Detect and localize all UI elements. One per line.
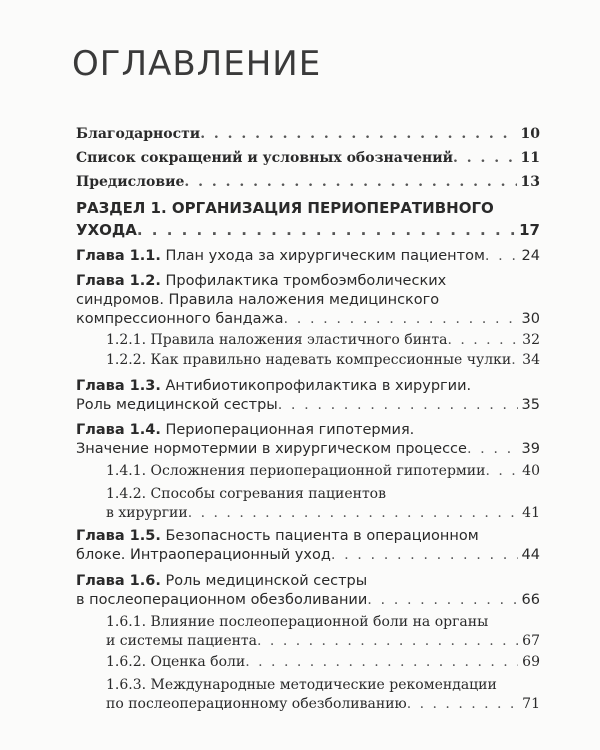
entry-label: Предисловие — [76, 174, 185, 190]
chapter-number: Глава 1.4. — [76, 422, 161, 438]
toc-entry-chapter-1-6-last[interactable] — [76, 592, 540, 608]
toc-entry-1-6-1[interactable]: 1.6.1. Влияние послеоперационной боли на органы — [106, 614, 489, 630]
entry-label: Профилактика тромбоэмболических — [165, 273, 447, 289]
entry-label: и системы пациента — [106, 633, 258, 649]
toc-entry-1-6-3-last[interactable] — [106, 696, 540, 712]
entry-label-continued: синдромов. Правила наложения медицинского — [76, 292, 440, 308]
page-number: 67 — [522, 633, 540, 649]
page-number: 11 — [520, 150, 540, 166]
entry-label: Антибиотикопрофилактика в хирургии. — [165, 378, 472, 394]
chapter-number: Глава 1.1. — [76, 248, 161, 264]
entry-label: блоке. Интраоперационный уход — [76, 547, 331, 563]
toc-entry-1-2-2[interactable] — [106, 352, 540, 368]
entry-label: 1.4.1. Осложнения периоперационной гипотермии — [106, 463, 486, 479]
toc-entry-1-6-3[interactable]: 1.6.3. Международные методические рекомендации — [106, 677, 497, 693]
entry-label: Список сокращений и условных обозначений — [76, 150, 454, 166]
toc-entry-chapter-1-3[interactable] — [76, 378, 471, 394]
page-title: ОГЛАВЛЕНИЕ — [72, 44, 322, 84]
entry-label: в хирургии — [106, 505, 188, 521]
toc-entry-chapter-1-1[interactable] — [76, 248, 540, 264]
page-number: 13 — [520, 174, 540, 190]
page-number: 17 — [519, 221, 540, 239]
chapter-number: Глава 1.5. — [76, 528, 161, 544]
page-number: 34 — [522, 352, 540, 368]
page-number: 66 — [521, 592, 540, 608]
toc-entry-1-4-2[interactable]: 1.4.2. Способы согревания пациентов — [106, 486, 386, 502]
page-number: 41 — [522, 505, 540, 521]
section-title-line1[interactable]: РАЗДЕЛ 1. ОРГАНИЗАЦИЯ ПЕРИОПЕРАТИВНОГО — [76, 199, 494, 217]
entry-label: 1.2.2. Как правильно надевать компрессионные чулки — [106, 352, 512, 368]
chapter-number: Глава 1.6. — [76, 573, 161, 589]
chapter-number: Глава 1.3. — [76, 378, 161, 394]
entry-label: План ухода за хирургическим пациентом — [165, 248, 485, 264]
toc-entry-chapter-1-2[interactable] — [76, 273, 446, 289]
entry-label: Роль медицинской сестры — [165, 573, 368, 589]
toc-entry-1-4-1[interactable] — [106, 463, 540, 479]
toc-entry-chapter-1-5[interactable] — [76, 528, 479, 544]
page-number: 35 — [521, 397, 540, 413]
toc-entry-section-1[interactable] — [76, 221, 540, 239]
page-number: 69 — [522, 654, 540, 670]
entry-label: Благодарности — [76, 126, 201, 142]
entry-label: 1.6.2. Оценка боли — [106, 654, 246, 670]
entry-label: по послеоперационному обезболиванию — [106, 696, 407, 712]
toc-entry-chapter-1-6[interactable] — [76, 573, 367, 589]
entry-label: 1.2.1. Правила наложения эластичного бинта — [106, 332, 448, 348]
toc-entry-abbreviations[interactable] — [76, 150, 540, 166]
entry-label: Периоперационная гипотермия. — [165, 422, 415, 438]
entry-label: Значение нормотермии в хирургическом процессе — [76, 441, 467, 457]
toc-entry-chapter-1-3-last[interactable] — [76, 397, 540, 413]
page-number: 71 — [522, 696, 540, 712]
toc-entry-chapter-1-4-last[interactable] — [76, 441, 540, 457]
page-number: 44 — [521, 547, 540, 563]
entry-label: УХОДА — [76, 221, 137, 239]
toc-entry-acknowledgements[interactable] — [76, 126, 540, 142]
toc-entry-preface[interactable] — [76, 174, 540, 190]
toc-entry-chapter-1-5-last[interactable] — [76, 547, 540, 563]
entry-label: компрессионного бандажа — [76, 311, 284, 327]
chapter-number: Глава 1.2. — [76, 273, 161, 289]
toc-entry-1-6-1-last[interactable] — [106, 633, 540, 649]
toc-entry-1-4-2-last[interactable] — [106, 505, 540, 521]
page-number: 24 — [521, 248, 540, 264]
page-number: 32 — [522, 332, 540, 348]
entry-label: Роль медицинской сестры — [76, 397, 278, 413]
toc-entry-chapter-1-4[interactable] — [76, 422, 414, 438]
toc-entry-1-6-2[interactable] — [106, 654, 540, 670]
page-number: 10 — [520, 126, 540, 142]
toc-entry-1-2-1[interactable] — [106, 332, 540, 348]
entry-label: в послеоперационном обезболивании — [76, 592, 368, 608]
page-number: 39 — [521, 441, 540, 457]
toc-entry-chapter-1-2-last[interactable] — [76, 311, 540, 327]
entry-label: Безопасность пациента в операционном — [165, 528, 479, 544]
page-number: 40 — [522, 463, 540, 479]
page-number: 30 — [521, 311, 540, 327]
